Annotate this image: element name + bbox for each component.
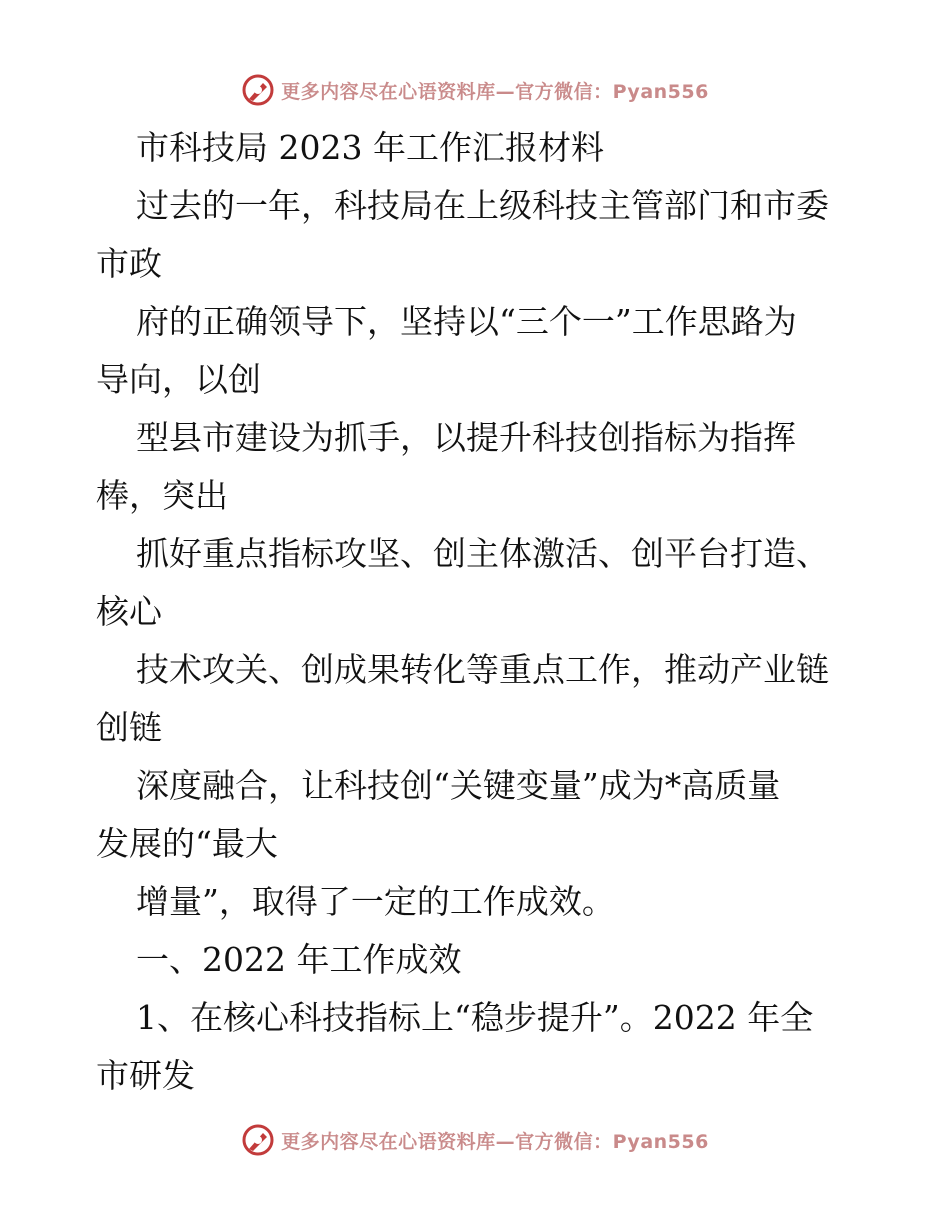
watermark-text: 更多内容尽在心语资料库—官方微信：Pyan556 — [281, 80, 709, 103]
body-line: 1、在核心科技指标上“稳步提升”。2022 年全 — [136, 998, 814, 1037]
body-line: 发展的“最大 — [96, 824, 278, 863]
watermark-banner-top — [0, 70, 950, 110]
pen-logo-icon — [241, 1123, 275, 1157]
body-line: 深度融合，让科技创“关键变量”成为*高质量 — [136, 766, 781, 805]
body-line: 市政 — [96, 244, 162, 283]
pen-logo-icon — [241, 73, 275, 107]
section-heading: 一、2022 年工作成效 — [136, 940, 462, 979]
body-line: 型县市建设为抓手，以提升科技创指标为指挥 — [136, 418, 796, 457]
body-line: 导向，以创 — [96, 360, 261, 399]
body-line: 过去的一年，科技局在上级科技主管部门和市委 — [136, 186, 829, 225]
body-line: 府的正确领导下，坚持以“三个一”工作思路为 — [136, 302, 797, 341]
body-line: 技术攻关、创成果转化等重点工作，推动产业链 — [136, 650, 829, 689]
watermark-banner-bottom — [0, 1120, 950, 1160]
watermark-text: 更多内容尽在心语资料库—官方微信：Pyan556 — [281, 1130, 709, 1153]
document-title: 市科技局 2023 年工作汇报材料 — [136, 128, 604, 167]
body-line: 棒，突出 — [96, 476, 228, 515]
body-line: 增量”，取得了一定的工作成效。 — [136, 882, 615, 921]
body-line: 核心 — [96, 592, 162, 631]
body-line: 创链 — [96, 708, 162, 747]
body-line: 抓好重点指标攻坚、创主体激活、创平台打造、 — [136, 534, 829, 573]
body-line: 市研发 — [96, 1056, 195, 1095]
